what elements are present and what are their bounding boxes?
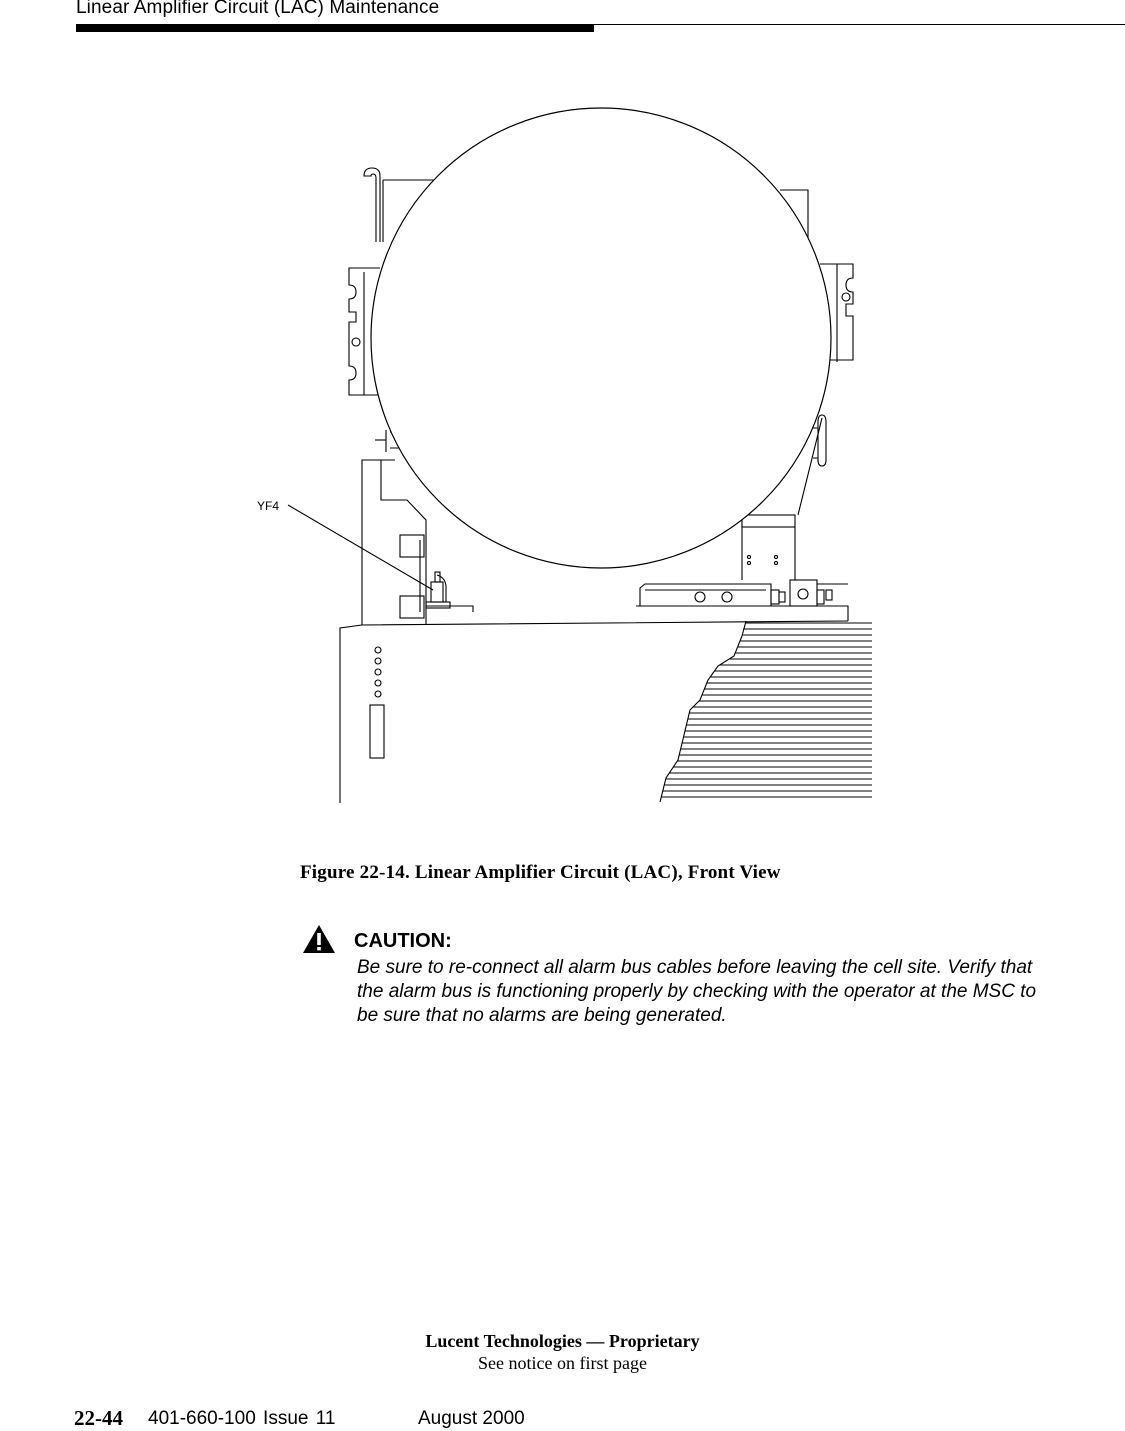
footer-document-number: 401-660-100 Issue 11 <box>148 1408 336 1429</box>
figure-caption: Figure 22-14. Linear Amplifier Circuit (LAC), Front View <box>300 862 781 883</box>
footer-date: August 2000 <box>418 1408 525 1429</box>
base-plate <box>340 621 848 803</box>
left-pedestal <box>362 460 426 625</box>
yf4-leader-line <box>288 505 433 590</box>
header-rule-thick <box>76 25 594 32</box>
lac-front-view-drawing <box>240 95 880 815</box>
yf4-callout-label: YF4 <box>257 499 280 513</box>
front-panel-slot <box>370 705 384 758</box>
footer-company: Lucent Technologies — Proprietary <box>425 1331 700 1351</box>
main-cylinder <box>371 108 831 568</box>
footer-notice: See notice on first page <box>478 1353 647 1373</box>
yf4-fuse <box>426 572 450 608</box>
cutaway-edge <box>660 621 746 802</box>
footer-page-number: 22-44 <box>74 1406 123 1430</box>
warning-exclamation-icon <box>302 924 336 954</box>
cutaway-hatch-lines <box>661 623 872 797</box>
led-indicators <box>375 647 381 697</box>
base-component-right <box>640 580 848 606</box>
caution-label: CAUTION: <box>354 930 452 952</box>
running-header-title: Linear Amplifier Circuit (LAC) Maintenance <box>76 0 440 18</box>
caution-text: Be sure to re-connect all alarm bus cables before leaving the cell site. Verify that the alarm bus is functioning properly by checking with the operator at the MSC to be sure that no alarms are being generated. <box>357 957 1037 1026</box>
